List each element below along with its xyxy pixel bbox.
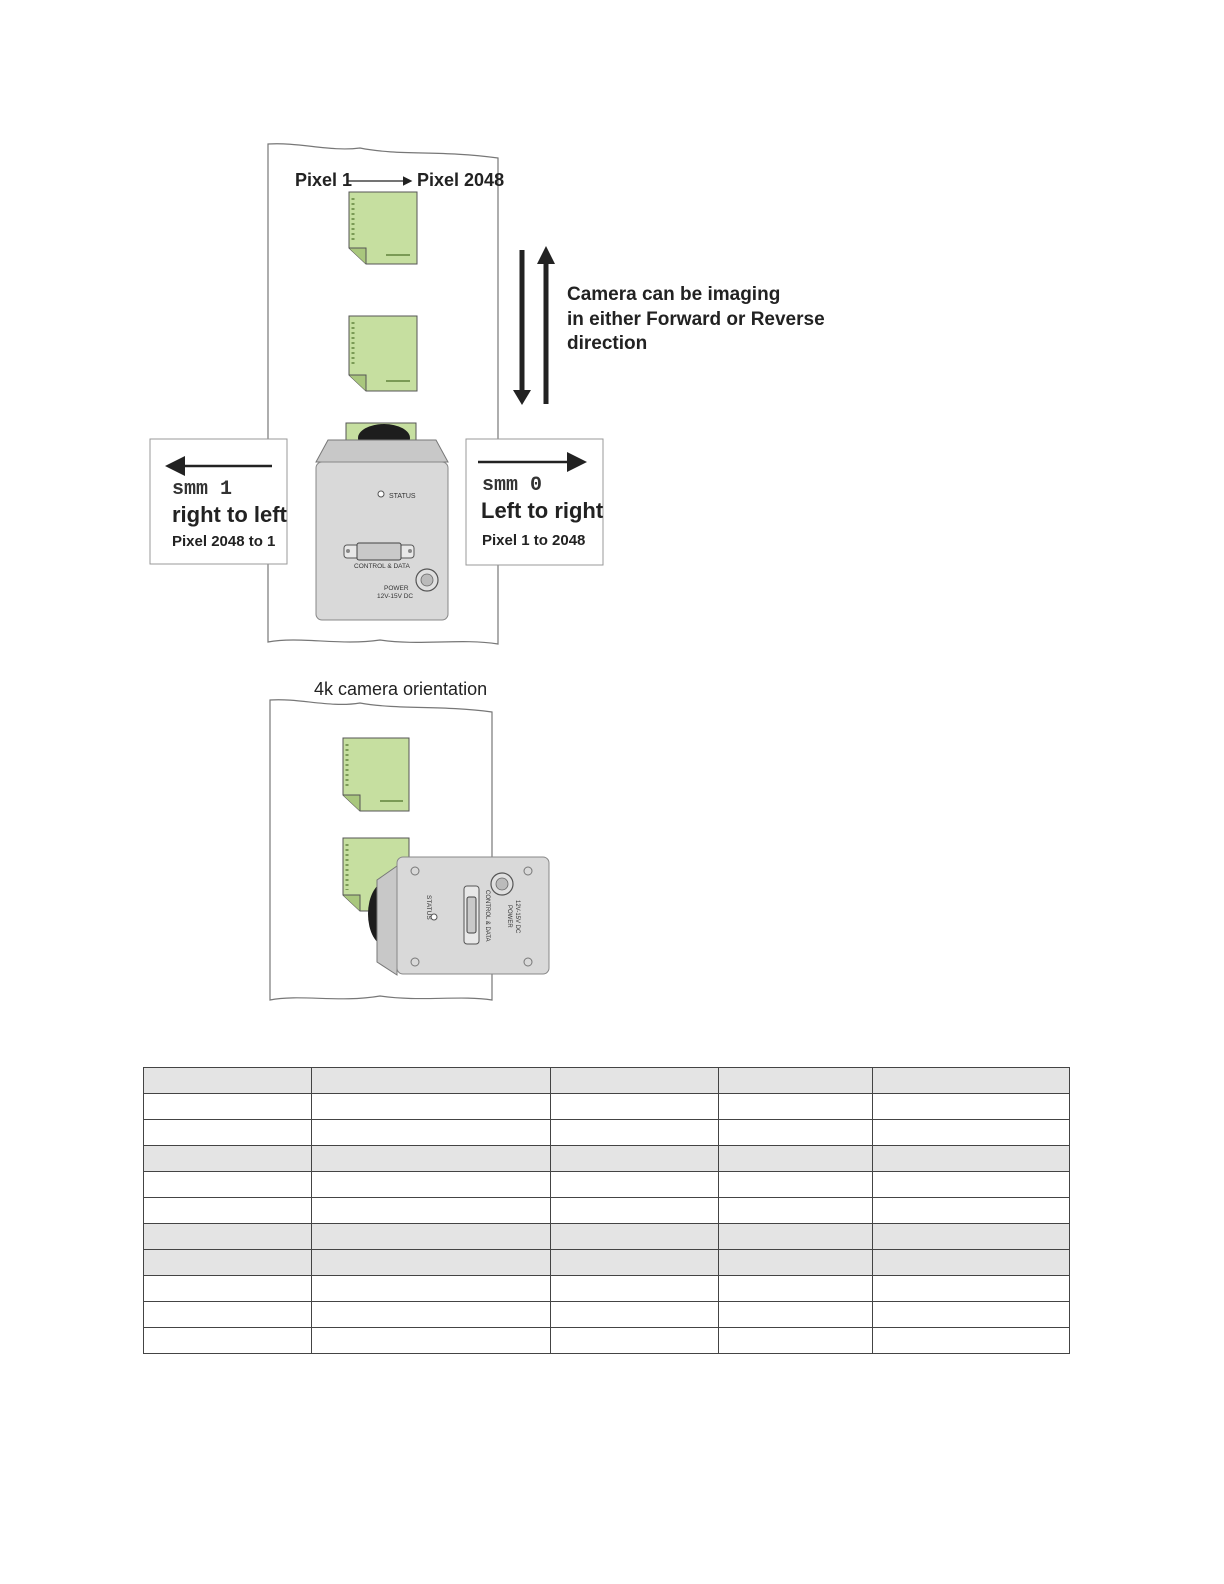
table-cell — [144, 1068, 312, 1094]
table-row — [144, 1276, 1070, 1302]
table-cell — [144, 1146, 312, 1172]
table-cell — [873, 1224, 1070, 1250]
table-cell — [719, 1068, 873, 1094]
table-cell — [551, 1198, 719, 1224]
motion-text-line1: Camera can be imaging — [567, 284, 781, 305]
table-cell — [312, 1146, 551, 1172]
pixel-start-label: Pixel 1 — [295, 170, 353, 190]
table-cell — [873, 1276, 1070, 1302]
table-cell — [551, 1094, 719, 1120]
camera-connector-label: CONTROL & DATA — [354, 563, 410, 570]
table-cell — [719, 1250, 873, 1276]
table-cell — [144, 1250, 312, 1276]
table-cell — [551, 1328, 719, 1354]
smm-1-direction: right to left — [172, 502, 287, 527]
table-cell — [719, 1120, 873, 1146]
smm-0-callout — [466, 439, 604, 565]
table-cell — [551, 1276, 719, 1302]
table-cell — [551, 1224, 719, 1250]
document-sheet — [349, 192, 417, 264]
table-row — [144, 1250, 1070, 1276]
table-row — [144, 1094, 1070, 1120]
table-cell — [312, 1172, 551, 1198]
table-cell — [312, 1328, 551, 1354]
smm-0-direction: Left to right — [481, 498, 604, 523]
table-cell — [719, 1276, 873, 1302]
rotated-connector-label: CONTROL & DATA — [484, 890, 490, 942]
table-row — [144, 1302, 1070, 1328]
table-cell — [551, 1302, 719, 1328]
table-cell — [551, 1172, 719, 1198]
table-cell — [144, 1302, 312, 1328]
table-cell — [719, 1328, 873, 1354]
table-cell — [719, 1224, 873, 1250]
table-cell — [873, 1302, 1070, 1328]
smm-0-command: smm 0 — [482, 474, 543, 497]
table-cell — [144, 1198, 312, 1224]
specification-table — [143, 1067, 1070, 1354]
camera-status-label: STATUS — [389, 493, 416, 500]
motion-text-line2: in either Forward or Reverse — [567, 309, 825, 330]
table-row — [144, 1172, 1070, 1198]
table-cell — [551, 1250, 719, 1276]
table-cell — [551, 1146, 719, 1172]
table-row — [144, 1224, 1070, 1250]
table-cell — [144, 1328, 312, 1354]
table-row — [144, 1120, 1070, 1146]
table-cell — [873, 1120, 1070, 1146]
table-cell — [312, 1276, 551, 1302]
table-cell — [144, 1276, 312, 1302]
smm-1-command: smm 1 — [172, 478, 233, 501]
table-cell — [873, 1094, 1070, 1120]
table-cell — [312, 1302, 551, 1328]
document-sheet — [343, 738, 409, 811]
table-cell — [873, 1198, 1070, 1224]
motion-arrows — [513, 246, 555, 405]
table-cell — [312, 1224, 551, 1250]
figure-2-title: 4k camera orientation — [314, 679, 488, 699]
table-cell — [719, 1094, 873, 1120]
camera-voltage-label: 12V-15V DC — [377, 593, 414, 600]
table-row — [144, 1328, 1070, 1354]
camera-power-label: POWER — [384, 585, 409, 592]
table-cell — [873, 1172, 1070, 1198]
table-cell — [312, 1094, 551, 1120]
table-cell — [719, 1302, 873, 1328]
motion-text-line3: direction — [567, 333, 648, 354]
table-cell — [144, 1172, 312, 1198]
table-row — [144, 1146, 1070, 1172]
table-row — [144, 1068, 1070, 1094]
camera-body-rotated — [368, 857, 549, 975]
table-cell — [312, 1250, 551, 1276]
smm-0-range: Pixel 1 to 2048 — [482, 532, 586, 549]
document-sheet — [349, 316, 417, 391]
table-cell — [312, 1068, 551, 1094]
table-cell — [873, 1250, 1070, 1276]
smm-1-callout — [150, 439, 288, 564]
table-cell — [144, 1120, 312, 1146]
smm-1-range: Pixel 2048 to 1 — [172, 533, 276, 550]
table-cell — [144, 1224, 312, 1250]
rotated-power-label: POWER — [506, 905, 512, 928]
camera-body — [316, 424, 448, 620]
table-cell — [551, 1068, 719, 1094]
table-cell — [551, 1120, 719, 1146]
table-cell — [873, 1328, 1070, 1354]
table-cell — [312, 1198, 551, 1224]
table-cell — [144, 1094, 312, 1120]
pixel-end-label: Pixel 2048 — [417, 170, 505, 190]
rotated-status-label: STATUS — [425, 895, 432, 920]
table-cell — [873, 1146, 1070, 1172]
table-cell — [873, 1068, 1070, 1094]
table-cell — [719, 1172, 873, 1198]
table-cell — [312, 1120, 551, 1146]
table-cell — [719, 1146, 873, 1172]
table-cell — [719, 1198, 873, 1224]
rotated-voltage-label: 12V-15V DC — [514, 900, 520, 934]
table-row — [144, 1198, 1070, 1224]
